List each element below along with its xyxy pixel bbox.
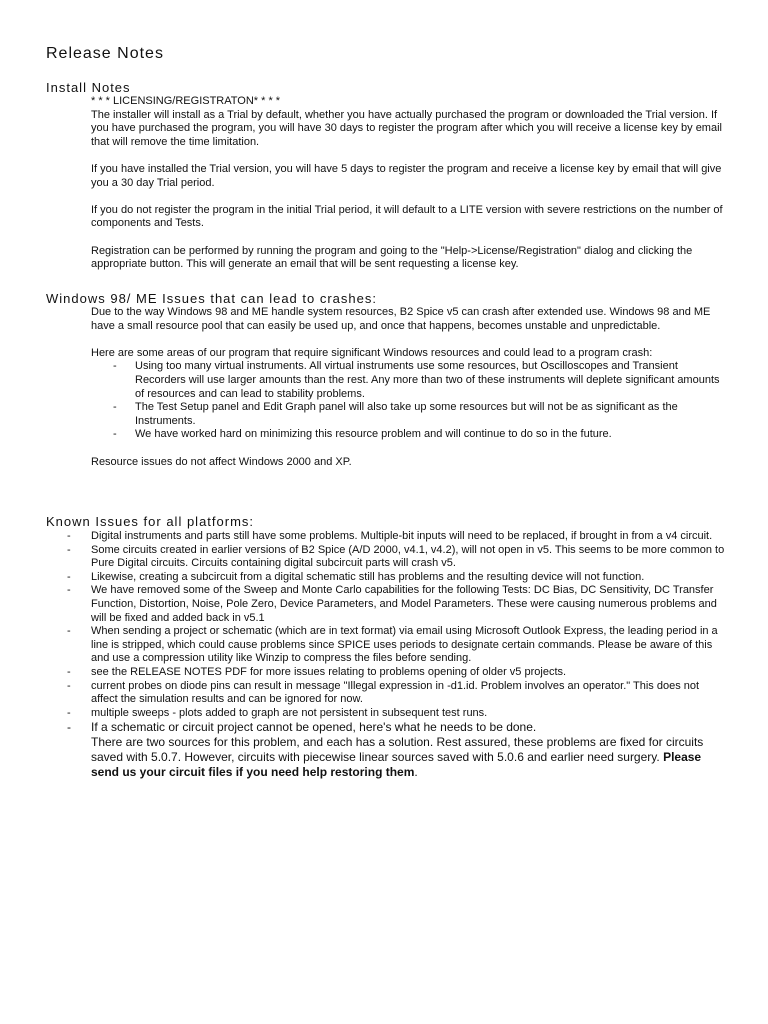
list-item: - When sending a project or schematic (which are in text format) via email using Microsoft Outlook Express, the leading period in a line is stripped, which could cause problems since SPICE uses periods to designate certain commands. Please be aware of this and use a compression utility like Winzip to compress the files before sending. <box>67 625 727 666</box>
windows-issues-heading: Windows 98/ ME Issues that can lead to crashes: <box>46 291 377 306</box>
last-item-tail: . <box>414 765 418 780</box>
page-title: Release Notes <box>46 45 164 62</box>
list-item: - current probes on diode pins can result in message "Illegal expression in -d1.id. Problem involves an operator." This does not affect the simulation results and can be ignored for now. <box>67 680 727 707</box>
list-item: - Likewise, creating a subcircuit from a digital schematic still has problems and the resulting device will not function. <box>67 571 727 585</box>
last-item-line1: If a schematic or circuit project cannot be opened, here's what he needs to be done. <box>91 720 537 735</box>
licensing-label: * * * LICENSING/REGISTRATON* * * * <box>91 95 281 107</box>
windows-bullet-list <box>91 360 731 442</box>
known-issues-heading: Known Issues for all platforms: <box>46 514 255 529</box>
last-item-body: There are two sources for this problem, and each has a solution. Rest assured, these problems are fixed for circuits saved with 5.0.7. However, circuits with piecewise linear sources saved with 5.0.6 and earlier need surgery. <box>91 735 704 765</box>
last-item-bold: Please send us your circuit files if you need help restoring them <box>91 750 702 780</box>
list-item <box>67 720 727 780</box>
list-item: - see the RELEASE NOTES PDF for more issues relating to problems opening of older v5 projects. <box>67 666 727 680</box>
install-paragraph: If you have installed the Trial version, you will have 5 days to register the program and receive a license key by email that will give you a 30 day Trial period. <box>91 162 722 189</box>
list-item: - Using too many virtual instruments. All virtual instruments use some resources, but Oscilloscopes and Transient Recorders will use larger amounts than the rest. Any more than two of these instruments will deplete significant amounts of resources and can lead to stability problems. <box>91 360 731 401</box>
list-item: - Digital instruments and parts still have some problems. Multiple-bit inputs will need to be replaced, if brought in from a v4 circuit. <box>67 530 727 544</box>
install-notes-body <box>91 95 731 272</box>
list-item: - The Test Setup panel and Edit Graph panel will also take up some resources but will not be as significant as the Instruments. <box>91 401 731 428</box>
known-issues-list <box>67 530 727 780</box>
install-paragraph: The installer will install as a Trial by default, whether you have actually purchased the program or downloaded the Trial version. If you have purchased the program, you will have 30 days to register the program after which you will receive a license key by email that will remove the time limitation. <box>91 108 722 148</box>
windows-note: Resource issues do not affect Windows 2000 and XP. <box>91 455 352 468</box>
install-paragraph: If you do not register the program in the initial Trial period, it will default to a LITE version with severe restrictions on the number of components and Tests. <box>91 203 723 230</box>
install-notes-heading: Install Notes <box>46 80 131 95</box>
windows-issues-body <box>91 306 731 469</box>
known-issues-body <box>67 530 727 780</box>
list-item: - We have removed some of the Sweep and Monte Carlo capabilities for the following Tests: DC Bias, DC Sensitivity, DC Transfer Function, Distortion, Noise, Pole Zero, Device Parameters, and Model Parameters. These were causing numerous problems and will be fixed and added back in v5.1 <box>67 584 727 625</box>
install-paragraph: Registration can be performed by running the program and going to the "Help->License/Registration" dialog and clicking the appropriate button. This will generate an email that will be sent requesting a license key. <box>91 244 693 271</box>
windows-areas-intro: Here are some areas of our program that require significant Windows resources and could lead to a program crash: <box>91 346 653 359</box>
list-item: - multiple sweeps - plots added to graph are not persistent in subsequent test runs. <box>67 707 727 721</box>
list-item: - Some circuits created in earlier versions of B2 Spice (A/D 2000, v4.1, v4.2), will not open in v5. This seems to be more common to Pure Digital circuits. Circuits containing digital subcircuit parts will crash v5. <box>67 544 727 571</box>
list-item: - We have worked hard on minimizing this resource problem and will continue to do so in the future. <box>91 428 731 442</box>
windows-intro: Due to the way Windows 98 and ME handle system resources, B2 Spice v5 can crash after extended use. Windows 98 and ME have a small resource pool that can easily be used up, and once that happens, becomes unstable and unpredictable. <box>91 306 711 332</box>
